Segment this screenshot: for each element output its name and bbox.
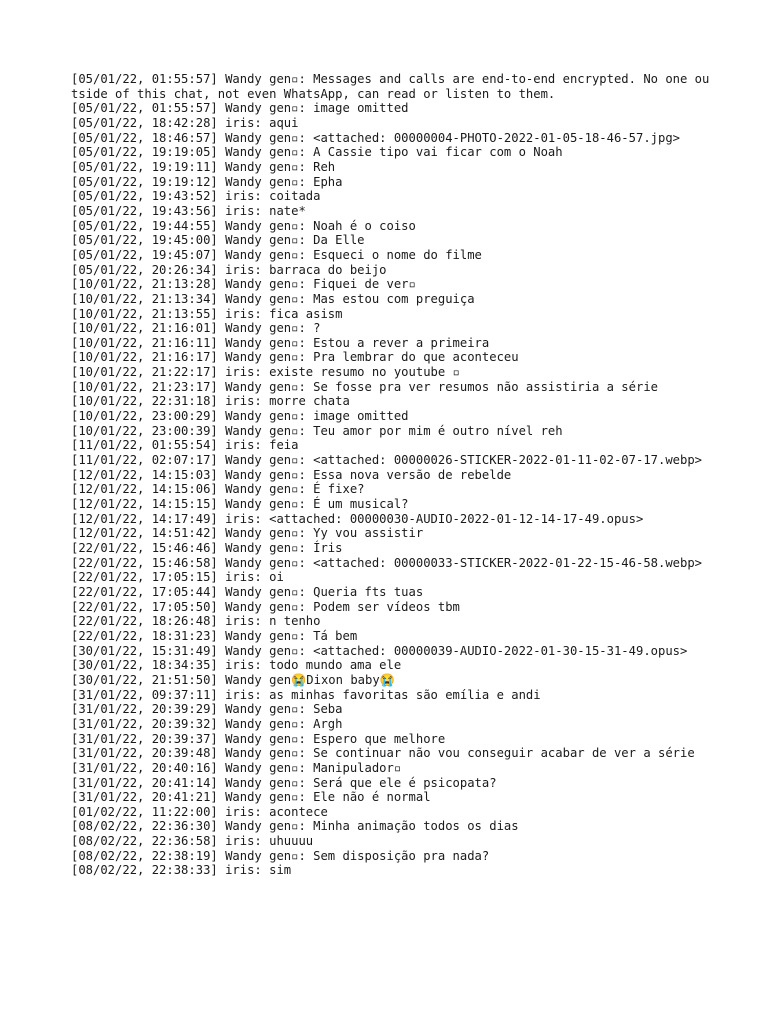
chat-line: [08/02/22, 22:38:33] iris: sim bbox=[71, 863, 292, 878]
chat-line: [31/01/22, 20:39:48] Wandy gen▫: Se continuar não vou conseguir acabar de ver a série bbox=[71, 746, 695, 761]
chat-line: [11/01/22, 01:55:54] iris: feia bbox=[71, 438, 299, 453]
chat-line: [12/01/22, 14:17:49] iris: <attached: 00000030-AUDIO-2022-01-12-14-17-49.opus> bbox=[71, 511, 644, 526]
chat-line: [12/01/22, 14:51:42] Wandy gen▫: Yy vou assistir bbox=[71, 526, 424, 541]
chat-line: [22/01/22, 15:46:58] Wandy gen▫: <attached: 00000033-STICKER-2022-01-22-15-46-58.webp> bbox=[71, 555, 703, 570]
chat-line: [30/01/22, 21:51:50] Wandy gen😭Dixon baby😭 bbox=[71, 672, 395, 687]
chat-line: [05/01/22, 19:19:05] Wandy gen▫: A Cassie tipo vai ficar com o Noah bbox=[71, 145, 563, 160]
chat-line: [11/01/22, 02:07:17] Wandy gen▫: <attached: 00000026-STICKER-2022-01-11-02-07-17.webp> bbox=[71, 453, 703, 468]
chat-line: [10/01/22, 21:16:01] Wandy gen▫: ? bbox=[71, 321, 321, 336]
chat-line: [31/01/22, 20:40:16] Wandy gen▫: Manipulador▫ bbox=[71, 760, 402, 775]
chat-line: [05/01/22, 01:55:57] Wandy gen▫: Messages and calls are end-to-end encrypted. No one outside of this chat, not even WhatsApp, can read or listen to them. bbox=[71, 72, 710, 101]
chat-line: [31/01/22, 20:41:14] Wandy gen▫: Será que ele é psicopata? bbox=[71, 775, 497, 790]
chat-line: [22/01/22, 17:05:44] Wandy gen▫: Queria fts tuas bbox=[71, 584, 424, 599]
chat-line: [30/01/22, 18:34:35] iris: todo mundo ama ele bbox=[71, 658, 402, 673]
chat-line: [05/01/22, 18:42:28] iris: aqui bbox=[71, 115, 299, 130]
chat-line: [05/01/22, 19:44:55] Wandy gen▫: Noah é o coiso bbox=[71, 218, 416, 233]
chat-line: [22/01/22, 17:05:15] iris: oi bbox=[71, 570, 284, 585]
chat-line: [31/01/22, 09:37:11] iris: as minhas favoritas são emília e andi bbox=[71, 687, 541, 702]
chat-line: [10/01/22, 21:13:34] Wandy gen▫: Mas estou com preguiça bbox=[71, 291, 475, 306]
chat-line: [10/01/22, 23:00:39] Wandy gen▫: Teu amor por mim é outro nível reh bbox=[71, 423, 563, 438]
chat-line: [05/01/22, 01:55:57] Wandy gen▫: image omitted bbox=[71, 101, 409, 116]
chat-line: [05/01/22, 19:19:11] Wandy gen▫: Reh bbox=[71, 159, 336, 174]
chat-line: [22/01/22, 15:46:46] Wandy gen▫: Íris bbox=[71, 541, 343, 555]
chat-line: [12/01/22, 14:15:03] Wandy gen▫: Essa nova versão de rebelde bbox=[71, 467, 512, 482]
chat-line: [10/01/22, 23:00:29] Wandy gen▫: image omitted bbox=[71, 409, 409, 424]
chat-line: [12/01/22, 14:15:06] Wandy gen▫: É fixe? bbox=[71, 482, 365, 497]
chat-line: [22/01/22, 18:31:23] Wandy gen▫: Tá bem bbox=[71, 628, 358, 643]
chat-line: [31/01/22, 20:39:37] Wandy gen▫: Espero que melhore bbox=[71, 731, 446, 746]
chat-line: [10/01/22, 21:13:55] iris: fica asism bbox=[71, 306, 343, 321]
chat-line: [31/01/22, 20:41:21] Wandy gen▫: Ele não é normal bbox=[71, 790, 431, 805]
chat-line: [10/01/22, 22:31:18] iris: morre chata bbox=[71, 394, 350, 409]
chat-line: [10/01/22, 21:16:17] Wandy gen▫: Pra lembrar do que aconteceu bbox=[71, 350, 519, 365]
chat-line: [10/01/22, 21:22:17] iris: existe resumo no youtube ▫ bbox=[71, 365, 460, 380]
chat-line: [12/01/22, 14:15:15] Wandy gen▫: É um musical? bbox=[71, 497, 409, 512]
chat-line: [08/02/22, 22:36:30] Wandy gen▫: Minha animação todos os dias bbox=[71, 819, 519, 834]
chat-line: [05/01/22, 19:45:07] Wandy gen▫: Esqueci o nome do filme bbox=[71, 247, 482, 262]
chat-line: [01/02/22, 11:22:00] iris: acontece bbox=[71, 804, 328, 819]
chat-line: [30/01/22, 15:31:49] Wandy gen▫: <attached: 00000039-AUDIO-2022-01-30-15-31-49.opus> bbox=[71, 643, 688, 658]
chat-line: [05/01/22, 19:43:56] iris: nate* bbox=[71, 203, 306, 218]
chat-line: [31/01/22, 20:39:32] Wandy gen▫: Argh bbox=[71, 716, 343, 731]
chat-line: [08/02/22, 22:36:58] iris: uhuuuu bbox=[71, 834, 314, 849]
chat-line: [10/01/22, 21:13:28] Wandy gen▫: Fiquei de ver▫ bbox=[71, 277, 416, 292]
chat-line: [05/01/22, 19:19:12] Wandy gen▫: Epha bbox=[71, 174, 343, 189]
chat-line: [05/01/22, 19:45:00] Wandy gen▫: Da Elle bbox=[71, 233, 365, 248]
chat-line: [08/02/22, 22:38:19] Wandy gen▫: Sem disposição pra nada? bbox=[71, 848, 490, 863]
chat-line: [05/01/22, 18:46:57] Wandy gen▫: <attached: 00000004-PHOTO-2022-01-05-18-46-57.jpg> bbox=[71, 130, 681, 145]
chat-line: [05/01/22, 19:43:52] iris: coitada bbox=[71, 189, 321, 204]
chat-line: [10/01/22, 21:23:17] Wandy gen▫: Se fosse pra ver resumos não assistiria a série bbox=[71, 379, 658, 394]
chat-line: [22/01/22, 18:26:48] iris: n tenho bbox=[71, 614, 321, 629]
chat-line: [05/01/22, 20:26:34] iris: barraca do beijo bbox=[71, 262, 387, 277]
chat-transcript bbox=[71, 72, 711, 878]
chat-line: [10/01/22, 21:16:11] Wandy gen▫: Estou a rever a primeira bbox=[71, 335, 490, 350]
chat-line: [31/01/22, 20:39:29] Wandy gen▫: Seba bbox=[71, 702, 343, 717]
chat-line: [22/01/22, 17:05:50] Wandy gen▫: Podem ser vídeos tbm bbox=[71, 599, 460, 614]
